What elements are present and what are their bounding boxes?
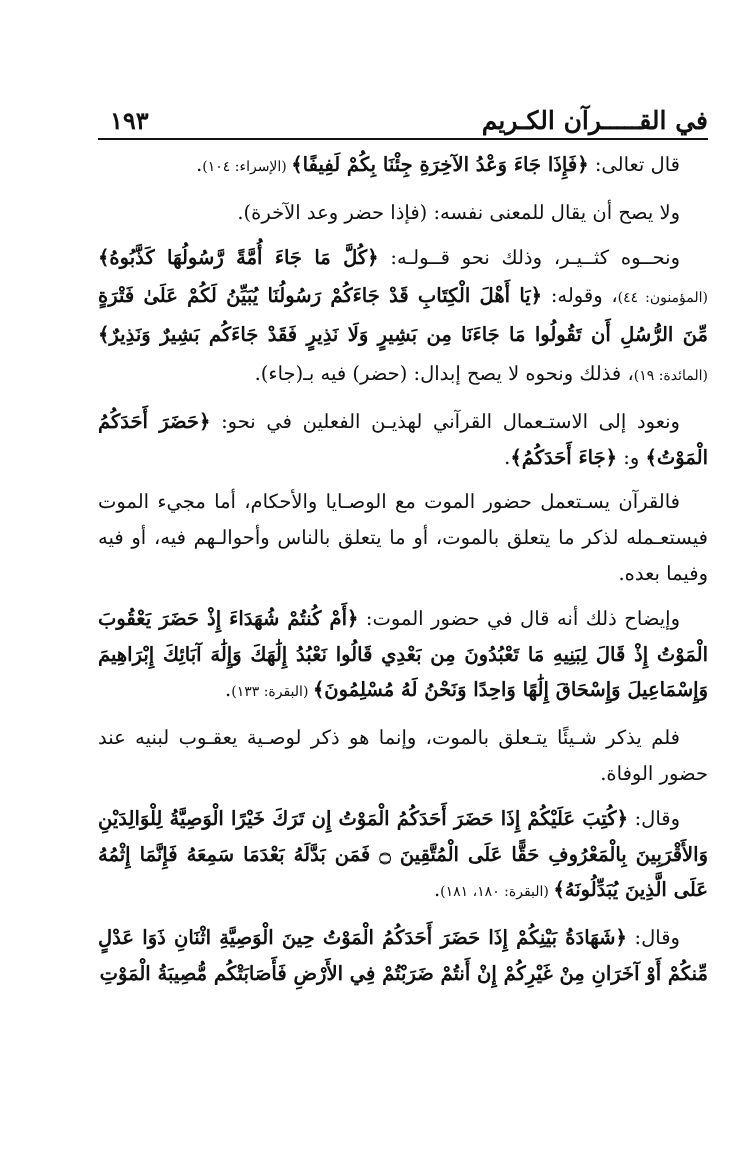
paragraph-7 bbox=[98, 720, 708, 792]
text: فلم يذكر شـيئًا يتـعلق بالموت، وإنما هو ذكر لوصـية يعقـوب لبنيه عند حضور الوفاة. bbox=[98, 726, 708, 785]
quran-verse: ﴿شَهَادَةُ بَيْنِكُمْ إِذَا حَضَرَ أَحَدَكُمُ الْمَوْتُ حِينَ الْوَصِيَّةِ اثْنَانِ ذَوَا عَدْلٍ مِّنكُمْ أَوْ آخَرَانِ مِنْ غَيْرِكُمْ إِنْ أَنتُمْ ضَرَبْتُمْ فِي الأَرْضِ فَأَصَابَتْكُم مُّصِيبَةُ الْمَوْتِ bbox=[98, 926, 708, 985]
verse-citation: (البقرة: ١٣٣) bbox=[231, 684, 313, 701]
paragraph-1 bbox=[98, 147, 708, 186]
page-body bbox=[98, 147, 708, 992]
paragraph-3 bbox=[98, 240, 708, 395]
quran-verse: ﴿حَضَرَ أَحَدَكُمُ الْمَوْتُ﴾ bbox=[98, 409, 708, 469]
quran-verse: ﴿جَاءَ أَحَدَكُمُ﴾ bbox=[510, 445, 618, 469]
verse-citation: (المؤمنون: ٤٤) bbox=[617, 290, 708, 307]
page-number: ١٩٣ bbox=[110, 106, 149, 135]
paragraph-4 bbox=[98, 404, 708, 476]
verse-citation: (البقرة: ١٨٠، ١٨١) bbox=[440, 884, 554, 901]
verse-citation: (الإسراء: ١٠٤) bbox=[202, 159, 292, 175]
paragraph-5 bbox=[98, 484, 708, 591]
quran-verse: ﴿أَمْ كُنتُمْ شُهَدَاءَ إِذْ حَضَرَ يَعْقُوبَ الْمَوْتُ إِذْ قَالَ لِبَنِيهِ مَا تَعْبُدُونَ مِن بَعْدِي قَالُوا نَعْبُدُ إِلَٰهَكَ وَإِلَٰهَ آبَائِكَ إِبْرَاهِيمَ وَإِسْمَاعِيلَ وَإِسْحَاقَ إِلَٰهًا وَاحِدًا وَنَحْنُ لَهُ مُسْلِمُونَ﴾ bbox=[98, 606, 708, 702]
text: وإيضاح ذلك أنه قال في حضور الموت: bbox=[358, 606, 680, 630]
book-title: في القـــــرآن الكـريم bbox=[481, 106, 708, 135]
paragraph-8 bbox=[98, 801, 708, 911]
text: ونعود إلى الاستـعمال القرآني لهذيـن الفعلين في نحو: bbox=[210, 409, 680, 433]
text: و: bbox=[617, 445, 646, 469]
text: وقال: bbox=[626, 926, 680, 950]
paragraph-2 bbox=[98, 195, 708, 231]
book-page bbox=[98, 104, 708, 1114]
text: فالقرآن يسـتعمل حضور الموت مع الوصـايا والأحكام، أما مجيء الموت فيستعـمله لذكر ما يتعلق بالموت، أو ما يتعلق بالناس وأحوالـهم فيه، أو فيه وفيما بعده. bbox=[98, 490, 708, 585]
quran-verse: ﴿كُلَّ مَا جَاءَ أُمَّةً رَّسُولُهَا كَذَّبُوهُ﴾ bbox=[98, 245, 379, 269]
text: . bbox=[196, 153, 203, 176]
text: ، فذلك ونحوه لا يصح إبدال: (حضر) فيه بـ(جاء). bbox=[254, 361, 634, 385]
text: قال تعالى: bbox=[588, 153, 680, 176]
quran-verse: ﴿يَا أَهْلَ الْكِتَابِ قَدْ جَاءَكُمْ رَسُولُنَا يُبَيِّنُ لَكُمْ عَلَىٰ فَتْرَةٍ مِّنَ الرُّسُلِ أَن تَقُولُوا مَا جَاءَنَا مِن بَشِيرٍ وَلَا نَذِيرٍ فَقَدْ جَاءَكُم بَشِيرٌ وَنَذِيرٌ﴾ bbox=[98, 284, 708, 347]
text: . bbox=[433, 878, 441, 902]
verse-citation: (المائدة: ١٩) bbox=[633, 367, 708, 384]
text: ، وقوله: bbox=[542, 284, 618, 308]
text: . bbox=[225, 678, 232, 702]
quran-verse: ﴿فَإِذَا جَاءَ وَعْدُ الآخِرَةِ جِئْنَا بِكُمْ لَفِيفًا﴾ bbox=[291, 153, 589, 176]
paragraph-9 bbox=[98, 920, 708, 992]
text: ولا يصح أن يقال للمعنى نفسه: (فإذا حضر وعد الآخرة). bbox=[237, 200, 680, 224]
text: . bbox=[504, 445, 511, 469]
text: وقال: bbox=[628, 806, 680, 830]
text: ونحــوه كثــيـر، وذلك نحو قــولـه: bbox=[378, 245, 681, 269]
running-header bbox=[98, 104, 708, 140]
paragraph-6 bbox=[98, 601, 708, 711]
quran-verse: ﴿كُتِبَ عَلَيْكُمْ إِذَا حَضَرَ أَحَدَكُمُ الْمَوْتُ إِن تَرَكَ خَيْرًا الْوَصِيَّةُ لِلْوَالِدَيْنِ وَالأَقْرَبِينَ بِالْمَعْرُوفِ حَقًّا عَلَى الْمُتَّقِينَ ۝ فَمَن بَدَّلَهُ بَعْدَمَا سَمِعَهُ فَإِنَّمَا إِثْمُهُ عَلَى الَّذِينَ يُبَدِّلُونَهُ﴾ bbox=[98, 806, 708, 902]
